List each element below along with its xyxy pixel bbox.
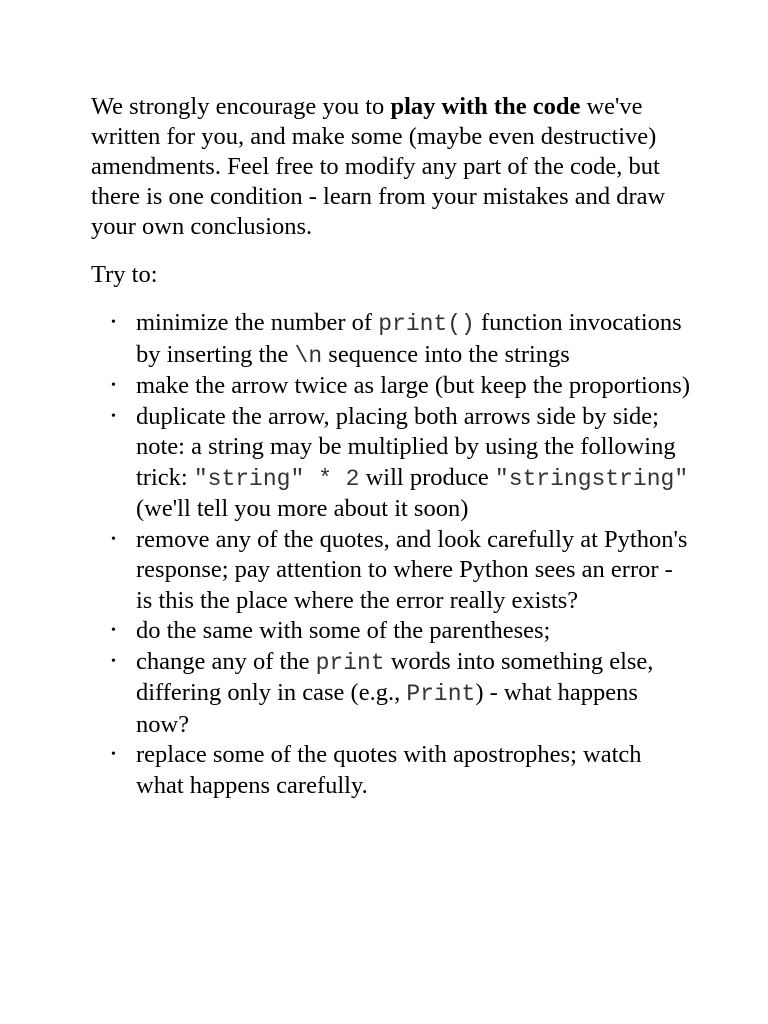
task-text: change any of the [136, 647, 316, 675]
task-text: sequence into the strings [322, 340, 570, 368]
bullet-icon: • [111, 623, 116, 638]
inline-code: print() [378, 311, 475, 337]
inline-code: \n [294, 342, 323, 369]
task-text: minimize the number of [136, 309, 379, 336]
task-text: ) - what happens now? [136, 679, 638, 738]
task-text: function invocations by inserting the [136, 309, 682, 368]
inline-code: print [315, 649, 385, 676]
bullet-icon: • [111, 531, 116, 547]
task-text: replace some of the quotes with apostrophes; watch what happens carefully. [136, 741, 642, 799]
task-item-remove-quotes [91, 525, 691, 617]
task-text: will produce [359, 463, 495, 491]
document-body [91, 92, 691, 801]
task-text: make the arrow twice as large (but keep the proportions) [136, 372, 691, 399]
task-list [91, 308, 691, 801]
intro-text-start: We strongly encourage you to [91, 93, 391, 120]
task-item-apostrophes [91, 740, 691, 801]
task-item-minimize-print [91, 308, 691, 371]
task-item-change-print-case [91, 647, 691, 741]
inline-code: Print [406, 681, 476, 707]
task-text: duplicate the arrow, placing both arrows side by side; note: a string may be multiplied by using the following trick: [136, 402, 676, 491]
task-text: words into something else, differing only in case (e.g., [136, 647, 654, 706]
intro-bold-phrase: play with the code [390, 93, 581, 120]
bullet-icon: • [111, 378, 116, 393]
task-text: remove any of the quotes, and look carefully at Python's response; pay attention to where Python sees an error - is this the place where the error really exists? [136, 525, 688, 614]
task-item-arrow-twice-large [91, 371, 691, 402]
intro-paragraph [91, 92, 681, 242]
bullet-icon: • [111, 747, 116, 762]
inline-code: "stringstring" [494, 465, 689, 492]
task-item-parentheses [91, 616, 691, 647]
bullet-icon: • [111, 408, 116, 424]
bullet-icon: • [111, 653, 116, 669]
intro-text-end: we've written for you, and make some (maybe even destructive) amendments. Feel free to modify any part of the code, but there is one condition - learn from your mistakes and draw your own conclusions. [91, 93, 666, 240]
task-item-duplicate-arrow [91, 402, 691, 525]
bullet-icon: • [111, 315, 116, 330]
task-text: (we'll tell you more about it soon) [136, 495, 469, 522]
inline-code: "string" * 2 [193, 465, 360, 492]
try-to-heading: Try to: [91, 261, 158, 288]
task-text: do the same with some of the parentheses; [136, 617, 551, 644]
